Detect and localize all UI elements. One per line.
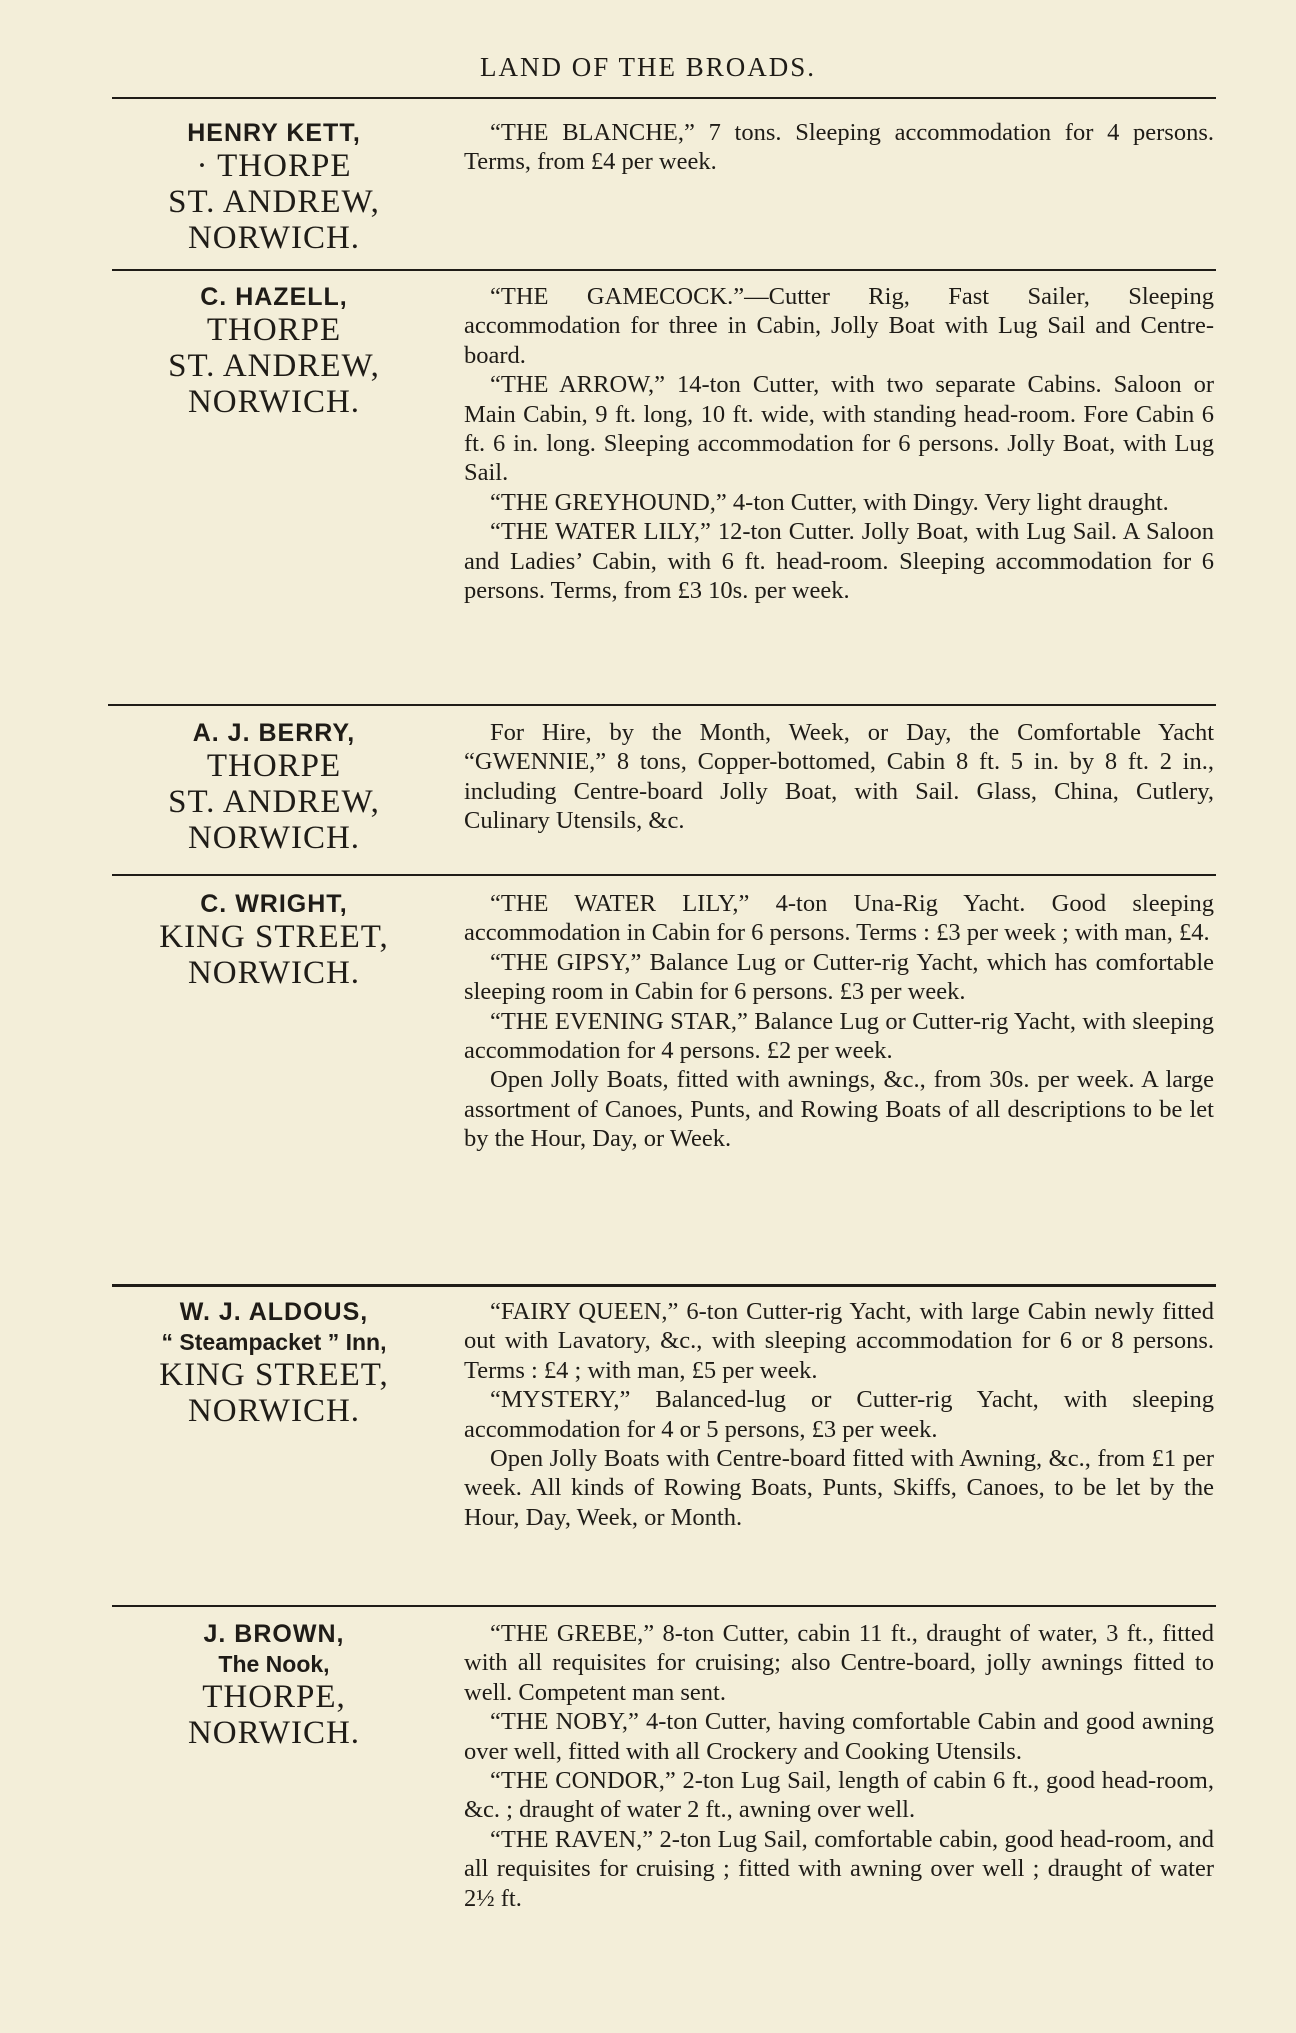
address-line: NORWICH. [187,384,361,420]
advertiser-block [112,889,436,991]
paragraph: “MYSTERY,” Balanced-lug or Cutter-rig Yacht, with sleeping accommodation for 4 or 5 persons, £3 per week. [464,1386,1214,1443]
entry-rule [112,1284,1216,1287]
paragraph: “THE BLANCHE,” 7 tons. Sleeping accommodation for 4 persons. Terms, from £4 per week. [464,119,1214,176]
advertiser-name: W. J. ALDOUS, [179,1298,369,1326]
advertiser-name: J. BROWN, [203,1620,345,1648]
paragraph: “THE CONDOR,” 2-ton Lug Sail, length of cabin 6 ft., good head-room, &c. ; draught of water 2 ft., awning over well. [464,1767,1214,1824]
address-line: ST. ANDREW, [168,184,380,220]
paragraph: “THE GREYHOUND,” 4-ton Cutter, with Dingy. Very light draught. [490,488,1169,516]
house-name: The Nook, [218,1651,330,1677]
header-rule [112,97,1216,99]
address-line: · THORPE [196,148,352,184]
address-line: THORPE [206,748,342,784]
paragraph: “FAIRY QUEEN,” 6-ton Cutter-rig Yacht, with large Cabin newly fitted out with Lavatory, &c., with sleeping accommodation for 6 or 8 persons. Terms : £4 ; with man, £5 per week. [464,1298,1214,1384]
advertiser-name: A. J. BERRY, [192,719,356,747]
address-line: NORWICH. [187,220,361,256]
paragraph: “THE WATER LILY,” 4-ton Una-Rig Yacht. Good sleeping accommodation in Cabin for 6 persons. Terms : £3 per week ; with man, £4. [464,890,1214,947]
address-line: NORWICH. [187,1393,361,1429]
boat-description [464,1619,1214,1913]
advertiser-name: HENRY KETT, [187,119,361,147]
advertiser-name: C. HAZELL, [200,283,348,311]
boat-description [464,718,1214,836]
advertiser-block [112,718,436,856]
boat-description [464,889,1214,1154]
entry-rule [112,269,1216,271]
paragraph: “THE NOBY,” 4-ton Cutter, having comfortable Cabin and good awning over well, fitted with all Crockery and Cooking Utensils. [464,1708,1214,1765]
address-line: THORPE [206,312,342,348]
address-line: NORWICH. [187,1715,361,1751]
address-line: NORWICH. [187,820,361,856]
inn-name: “ Steampacket ” Inn, [161,1329,387,1355]
boat-description [464,118,1214,177]
address-line: ST. ANDREW, [168,348,380,384]
advertiser-block [112,1619,436,1751]
boat-description [464,282,1214,605]
address-line: KING STREET, [159,1357,389,1393]
address-line: THORPE, [202,1679,346,1715]
paragraph: “THE RAVEN,” 2-ton Lug Sail, comfortable cabin, good head-room, and all requisites for cruising ; fitted with awning over well ; draught of water 2½ ft. [464,1825,1214,1912]
entry-rule [108,704,1216,706]
address-line: KING STREET, [159,919,389,955]
paragraph: For Hire, by the Month, Week, or Day, the Comfortable Yacht “GWENNIE,” 8 tons, Copper-bottomed, Cabin 8 ft. 5 in. by 8 ft. 2 in., including Centre-board Jolly Boat, with Sail. Glass, China, Cutlery, Culinary Utensils, &c. [464,719,1214,835]
paragraph: “THE GIPSY,” Balance Lug or Cutter-rig Yacht, which has comfortable sleeping room in Cabin for 6 persons. £3 per week. [464,948,1214,1006]
paragraph: “THE GREBE,” 8-ton Cutter, cabin 11 ft., draught of water, 3 ft., fitted with all requisites for cruising; also Centre-board, jolly awnings fitted to well. Competent man sent. [464,1620,1214,1706]
paragraph: “THE EVENING STAR,” Balance Lug or Cutter-rig Yacht, with sleeping accommodation for 4 persons. £2 per week. [464,1007,1214,1065]
paragraph: “THE GAMECOCK.”—Cutter Rig, Fast Sailer, Sleeping accommodation for three in Cabin, Jolly Boat with Lug Sail and Centre-board. [464,283,1214,369]
running-head: LAND OF THE BROADS. [479,52,817,82]
boat-description [464,1297,1214,1532]
paragraph: Open Jolly Boats with Centre-board fitted with Awning, &c., from £1 per week. All kinds of Rowing Boats, Punts, Skiffs, Canoes, to be let by the Hour, Day, Week, or Month. [464,1445,1214,1531]
advertiser-block [112,282,436,420]
address-line: ST. ANDREW, [168,784,380,820]
advertiser-name: C. WRIGHT, [200,890,348,918]
advertiser-block [112,118,436,256]
address-line: NORWICH. [187,955,361,991]
advertiser-block [112,1297,436,1429]
paragraph: “THE WATER LILY,” 12-ton Cutter. Jolly Boat, with Lug Sail. A Saloon and Ladies’ Cabin, with 6 ft. head-room. Sleeping accommodation for 6 persons. Terms, from £3 10s. per week. [464,518,1214,605]
paragraph: Open Jolly Boats, fitted with awnings, &c., from 30s. per week. A large assortment of Canoes, Punts, and Rowing Boats of all descriptions to be let by the Hour, Day, or Week. [464,1066,1214,1153]
entry-rule [112,874,1216,876]
paragraph: “THE ARROW,” 14-ton Cutter, with two separate Cabins. Saloon or Main Cabin, 9 ft. long, 10 ft. wide, with standing head-room. Fore Cabin 6 ft. 6 in. long. Sleeping accommodation for 6 persons. Jolly Boat, with Lug Sail. [464,371,1214,487]
entry-rule [112,1605,1216,1607]
